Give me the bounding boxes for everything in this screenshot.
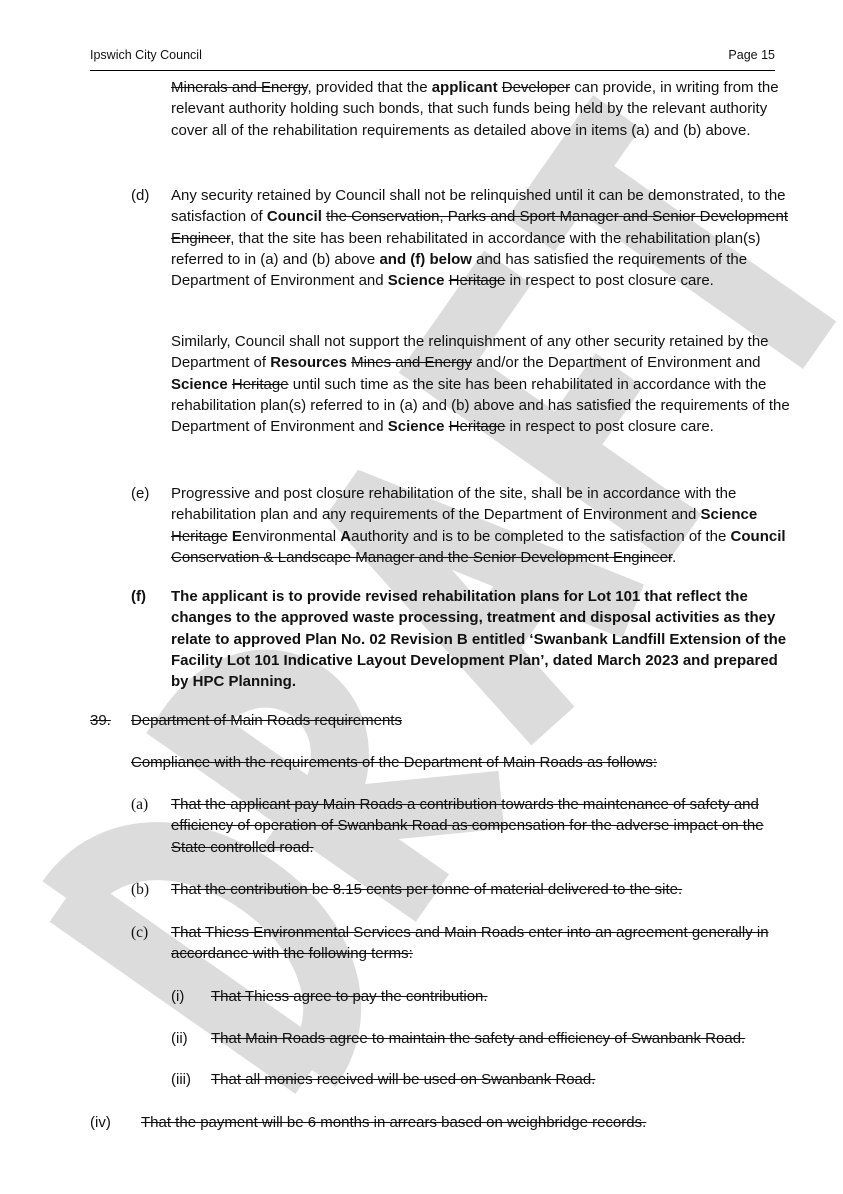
item-d-paragraph-2 [171,331,793,437]
item-f-label: (f) [131,588,146,605]
sub-item-iii-text: That all monies received will be used on Swanbank Road. [211,1071,596,1088]
inserted-text: Science [171,375,228,393]
inserted-text: applicant [431,79,498,96]
text: environmental [241,527,341,545]
header-organisation: Ipswich City Council [90,48,202,62]
deleted-text: Developer [501,79,571,96]
sub-item-ii-label: (ii) [171,1030,188,1047]
continuation-paragraph [171,77,793,141]
item-e-paragraph [171,483,793,568]
section-39-intro: Compliance with the requirements of the Department of Main Roads as follows: [131,754,658,771]
page-header [90,48,775,71]
deleted-text: Mines and Energy [351,354,473,372]
section-39-item-a-label: (a) [131,796,149,813]
text: in respect to post closure care. [505,418,714,436]
inserted-text: Science [387,418,445,436]
deleted-text: Conservation & Landscape Manager and the Senior Development Engineer [171,548,673,566]
section-39-item-b-text: That the contribution be 8.15 cents per tonne of material delivered to the site. [171,881,683,898]
sub-item-iii-label: (iii) [171,1071,191,1088]
deleted-text: Heritage [171,527,228,545]
sub-item-i-text: That Thiess agree to pay the contribution. [211,988,488,1005]
deleted-text: Heritage [231,375,289,393]
text: in respect to post closure care. [505,272,714,290]
inserted-text: Science [387,272,445,290]
sub-item-i-label: (i) [171,988,185,1005]
section-39-item-b-label: (b) [131,881,150,898]
item-e-label: (e) [131,485,150,502]
inserted-text: Science [700,506,758,524]
text: , that the site has been rehabilitated in accordance with the rehabilitation plan(s) referred to in (a) and (b) above [171,229,761,268]
inserted-text: and (f) below [379,250,472,268]
item-d-label: (d) [131,187,150,204]
text: and has satisfied the requirements of the Department of Environment and [171,250,748,290]
text: , provided that the [307,79,432,96]
section-39-item-a-text: That the applicant pay Main Roads a contribution towards the maintenance of safety and efficiency of operation of Swanbank Road as compensation for the adverse impact on the State controlled road. [171,796,764,856]
text: . [672,548,677,566]
section-39-item-c-label: (c) [131,924,149,941]
text: authority and is to be completed to the satisfaction of the [351,527,731,545]
inserted-text: Resources [270,354,347,372]
section-39-title: Department of Main Roads requirements [131,712,402,729]
sub-item-iv-label: (iv) [90,1114,111,1131]
text: until such time as the site has been rehabilitated in accordance with the rehabilitation plan(s) referred to in (a) and (b) above and has satisfied the requirements of the Department of Environment and [171,375,790,436]
text: Any security retained by Council shall not be relinquished until it can be demonstrated, to the satisfaction of [171,187,786,226]
text: and/or the Department of Environment and [472,354,761,372]
inserted-text: Council [266,208,322,226]
inserted-text: Council [730,527,786,545]
item-f-paragraph: The applicant is to provide revised rehabilitation plans for Lot 101 that reflect the changes to the approved waste processing, treatment and disposal activities as they relate to approved Plan No. 02 Revision B entitled ‘Swanbank Landfill Extension of the Facility Lot 101 Indicative Layout Development Plan’, dated March 2023 and prepared by HPC Planning. [171,588,787,691]
sub-item-ii-text: That Main Roads agree to maintain the safety and efficiency of Swanbank Road. [211,1030,746,1047]
text: Progressive and post closure rehabilitation of the site, shall be in accordance with the rehabilitation plan and any requirements of the Department of Environment and [171,485,737,524]
section-39-item-c-text: That Thiess Environmental Services and Main Roads enter into an agreement generally in accordance with the following terms: [171,924,769,963]
text: can provide, in writing from the relevant authority holding such bonds, that such funds being held by the relevant authority cover all of the rehabilitation requirements as detailed above in items (a) and (b) above. [171,79,779,139]
sub-item-iv-text: That the payment will be 6 months in arrears based on weighbridge records. [141,1114,647,1131]
text: Similarly, Council shall not support the relinquishment of any other security retained by the Department of [171,333,769,372]
deleted-text: Heritage [448,272,506,290]
deleted-text: Minerals and Energy [171,79,308,96]
section-39-number: 39. [90,712,111,729]
inserted-text: E [231,527,242,545]
inserted-text: A [340,527,352,545]
header-page-number: Page 15 [728,48,775,62]
deleted-text: the Conservation, Parks and Sport Manager and Senior Development Engineer [171,208,788,247]
item-d-paragraph-1 [171,185,793,291]
deleted-text: Heritage [448,418,506,436]
